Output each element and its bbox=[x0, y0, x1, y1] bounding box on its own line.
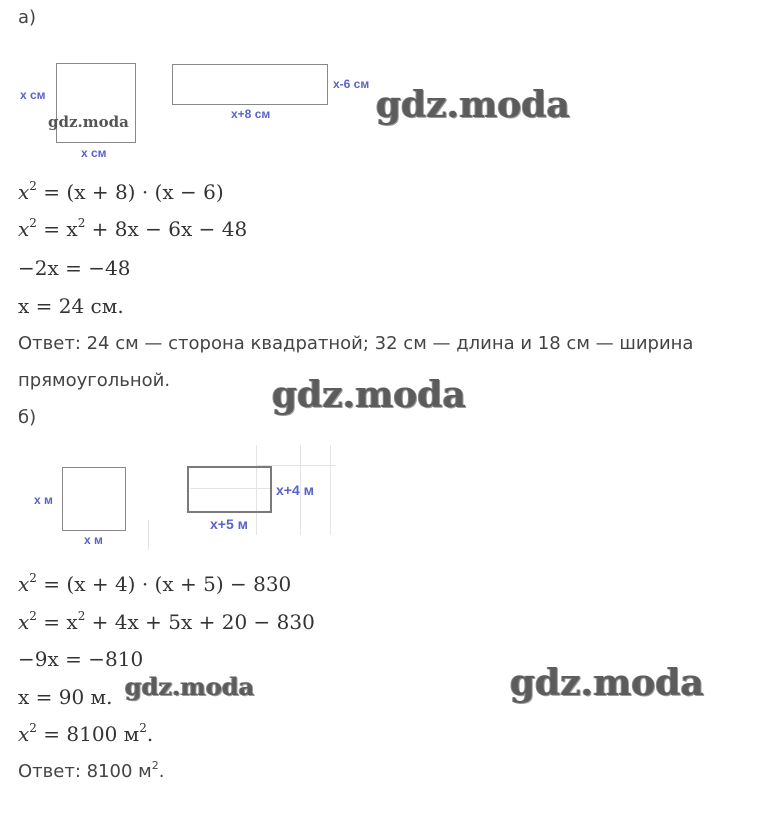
watermark-logo: gdz.moda bbox=[376, 84, 570, 126]
watermark-logo: gdz.moda bbox=[48, 113, 129, 131]
square-side-label-bottom-a: x см bbox=[81, 146, 107, 160]
rectangle-side-label-right-b: x+4 м bbox=[276, 482, 314, 498]
square-side-label-bottom-b: x м bbox=[84, 533, 103, 547]
answer-b: Ответ: 8100 $м^2$. bbox=[18, 759, 165, 782]
answer-a-line-1: Ответ: 24 см — сторона квадратной; 32 см — длина и 18 см — ширина bbox=[18, 333, 694, 354]
grid-line bbox=[148, 520, 149, 550]
rectangle-side-label-right-a: x-6 см bbox=[333, 77, 370, 91]
watermark-logo: gdz.moda bbox=[125, 672, 255, 701]
square-figure-b bbox=[62, 467, 126, 531]
equation-b-5: $x^2 = 8100$ $м^2$. bbox=[18, 721, 154, 746]
answer-a-line-2: прямоугольной. bbox=[18, 370, 171, 391]
square-figure-a bbox=[56, 63, 136, 143]
equation-a-4: x = 24 см. bbox=[18, 294, 124, 318]
part-b-label: б) bbox=[18, 407, 37, 428]
equation-b-4: x = 90 м. bbox=[18, 685, 113, 709]
equation-a-3: −2x = −48 bbox=[18, 256, 131, 280]
rectangle-figure-a bbox=[172, 64, 328, 105]
rectangle-figure-b bbox=[187, 466, 272, 513]
equation-b-2: $x^2 = x^2 + 4x + 5x + 20 - 830$ bbox=[18, 609, 315, 634]
equation-a-1: $x^2 = (x + 8) \cdot (x - 6)$ bbox=[18, 179, 224, 204]
square-side-label-left-a: x см bbox=[20, 88, 46, 102]
equation-a-2: $x^2 = x^2 + 8x - 6x - 48$ bbox=[18, 216, 248, 241]
watermark-logo: gdz.moda bbox=[272, 374, 466, 416]
square-side-label-left-b: x м bbox=[34, 493, 53, 507]
equation-b-1: $x^2 = (x + 4) \cdot (x + 5) - 830$ bbox=[18, 571, 292, 596]
equation-b-3: −9x = −810 bbox=[18, 647, 144, 671]
grid-line bbox=[330, 445, 331, 535]
part-a-label: а) bbox=[18, 7, 37, 28]
watermark-logo: gdz.moda bbox=[510, 662, 704, 704]
rectangle-side-label-bottom-b: x+5 м bbox=[210, 516, 248, 532]
rectangle-side-label-bottom-a: x+8 см bbox=[231, 107, 271, 121]
